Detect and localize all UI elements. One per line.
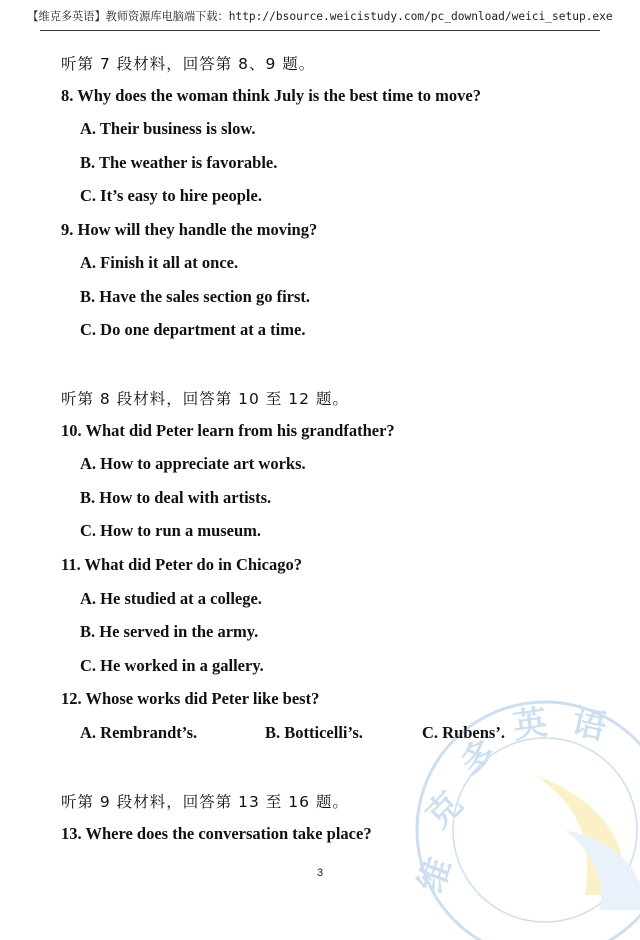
svg-text:语: 语 <box>568 701 610 748</box>
question-10: 10. What did Peter learn from his grandfather? <box>61 421 395 440</box>
watermark-seal <box>395 680 640 940</box>
option-8b: B. The weather is favorable. <box>80 153 278 172</box>
question-9: 9. How will they handle the moving? <box>61 220 318 239</box>
section-heading-7: 听第 7 段材料，回答第 8、9 题。 <box>61 55 316 73</box>
page-header: 【维克多英语】教师资源库电脑端下载：http://bsource.weicistudy.com/pc_download/weici_setup.exe <box>27 10 613 23</box>
option-8a: A. Their business is slow. <box>80 119 256 138</box>
option-12c: C. Rubens’. <box>422 723 505 742</box>
option-11c: C. He worked in a gallery. <box>80 656 264 675</box>
option-10c: C. How to run a museum. <box>80 521 262 540</box>
option-10b: B. How to deal with artists. <box>80 488 272 507</box>
header-rule <box>40 30 600 31</box>
option-9a: A. Finish it all at once. <box>80 253 239 272</box>
svg-text:英: 英 <box>510 702 550 747</box>
question-8: 8. Why does the woman think July is the best time to move? <box>61 86 482 105</box>
option-11a: A. He studied at a college. <box>80 589 262 608</box>
option-8c: C. It’s easy to hire people. <box>80 186 262 205</box>
svg-text:多: 多 <box>453 732 502 784</box>
svg-text:克: 克 <box>418 784 471 837</box>
option-12b: B. Botticelli’s. <box>265 723 363 742</box>
option-12a: A. Rembrandt’s. <box>80 723 198 742</box>
question-11: 11. What did Peter do in Chicago? <box>61 555 302 574</box>
option-9b: B. Have the sales section go first. <box>80 287 311 306</box>
option-10a: A. How to appreciate art works. <box>80 454 306 473</box>
option-9c: C. Do one department at a time. <box>80 320 306 339</box>
option-11b: B. He served in the army. <box>80 622 259 641</box>
section-heading-9: 听第 9 段材料，回答第 13 至 16 题。 <box>61 793 349 811</box>
section-heading-8: 听第 8 段材料，回答第 10 至 12 题。 <box>61 390 349 408</box>
svg-text:维: 维 <box>410 852 461 899</box>
question-12: 12. Whose works did Peter like best? <box>61 689 320 708</box>
page-number: 3 <box>316 867 324 879</box>
question-13: 13. Where does the conversation take place? <box>61 824 372 843</box>
